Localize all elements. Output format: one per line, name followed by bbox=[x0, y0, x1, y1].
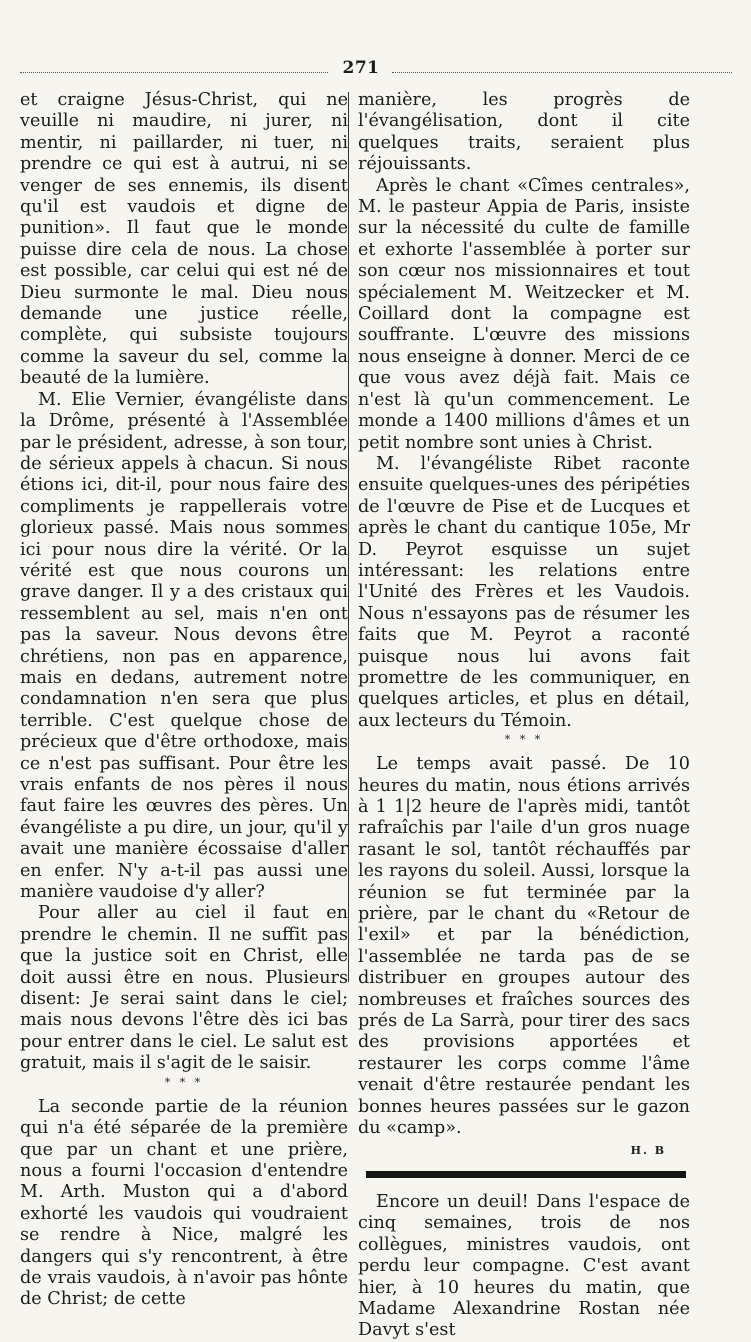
header-rule-right bbox=[392, 72, 732, 73]
paragraph: manière, les progrès de l'évangélisation, dont il cite quelques traits, seraient plus réjouissants. bbox=[358, 90, 690, 175]
paragraph: Après le chant «Cîmes centrales», M. le pasteur Appia de Paris, insiste sur la nécessité du culte de famille et exhorte l'assemblée à porter sur son cœur nos missionnaires et tout spécialement M. Weitzecker et M. Coillard dont la compagne est souffrante. L'œuvre des missions nous enseigne à donner. Merci de ce que vous avez déjà fait. Mais ce n'est là qu'un commencement. Le monde a 1400 millions d'âmes et un petit nombre sont unies à Christ. bbox=[358, 175, 690, 453]
signoff-line bbox=[358, 1140, 690, 1161]
header-rule-left bbox=[20, 72, 328, 73]
paragraph: La seconde partie de la réunion qui n'a été séparée de la première que par un chant et une prière, nous a fourni l'occasion d'entendre M. Arth. Muston qui a d'abord exhorté les vaudois qui voudraient se rendre à Nice, malgré les dangers qui s'y rencontrent, à être de vrais vaudois, à n'avoir pas hônte de Christ; de cette bbox=[20, 1096, 348, 1310]
left-column bbox=[20, 90, 348, 1311]
section-separator: * * * bbox=[504, 733, 544, 747]
paragraph: M. l'évangéliste Ribet raconte ensuite quelques-unes des péripéties de l'œuvre de Pise et de Lucques et après le chant du cantique 105e, Mr D. Peyrot esquisse un sujet intéressant: les relations entre l'Unité des Frères et les Vaudois. Nous n'essayons pas de résumer les faits que M. Peyrot a raconté puisque nous lui avons fait promettre de les communiquer, en quelques articles, et plus en détail, aux lecteurs du Témoin. bbox=[358, 453, 690, 731]
paragraph: Le temps avait passé. De 10 heures du matin, nous étions arrivés à 1 1|2 heure de l'après midi, tantôt rafraîchis par l'aile d'un gros nuage rasant le sol, tantôt réchauffés par les rayons du soleil. Aussi, lorsque la réunion se fut terminée par la prière, par le chant du «Retour de l'exil» et par la bénédiction, l'assemblée ne tarda pas de se distribuer en groupes autour des nombreuses et fraîches sources des prés de La Sarrà, pour tirer des sacs des provisions apportées et restaurer les corps comme l'âme venait d'être restaurée pendant les bonnes heures passées sur le gazon du «camp». bbox=[358, 754, 690, 1139]
page-number: 271 bbox=[342, 58, 380, 78]
paragraph: Pour aller au ciel il faut en prendre le chemin. Il ne suffit pas que la justice soit en Christ, elle doit aussi être en nous. Plusieurs disent: Je serai saint dans le ciel; mais nous devons l'être dès ici bas pour entrer dans le ciel. Le salut est gratuit, mais il s'agit de le saisir. bbox=[20, 903, 348, 1074]
column-divider bbox=[348, 92, 349, 982]
section-rule bbox=[366, 1171, 686, 1178]
right-column bbox=[358, 90, 690, 1342]
paragraph: M. Elie Vernier, évangéliste dans la Drôme, présenté à l'Assemblée par le président, adresse, à son tour, de sérieux appels à chacun. Si nous étions ici, dit-il, pour nous faire des compliments je rappellerais votre glorieux passé. Mais nous sommes ici pour nous dire la vérité. Or la vérité est que nous courons un grave danger. Il y a des cristaux qui ressemblent au sel, mais n'en ont pas la saveur. Nous devons être chrétiens, non pas en apparence, mais en dedans, autrement notre condamnation n'en sera que plus terrible. C'est quelque chose de précieux que d'être orthodoxe, mais ce n'est pas suffisant. Pour être les vrais enfants de nos pères il nous faut faire les œuvres des pères. Un évangéliste a pu dire, un jour, qu'il y avait une manière écossaise d'aller en enfer. N'y a-t-il pas aussi une manière vaudoise d'y aller? bbox=[20, 389, 348, 903]
paragraph: Encore un deuil! Dans l'espace de cinq semaines, trois de nos collègues, ministres vaudois, ont perdu leur compagne. C'est avant hier, à 10 heures du matin, que Madame Alexandrine Rostan née Davyt s'est bbox=[358, 1191, 690, 1341]
author-initials: H. B bbox=[630, 1143, 666, 1157]
section-separator: * * * bbox=[164, 1075, 204, 1089]
page-header bbox=[20, 58, 732, 84]
paragraph: et craigne Jésus-Christ, qui ne veuille ni maudire, ni jurer, ni mentir, ni paillarder, ni tuer, ni prendre ce qui est à autrui, ni se venger de ses ennemis, ils disent qu'il est vaudois et digne de punition». Il faut que le monde puisse dire cela de nous. La chose est possible, car celui qui est né de Dieu surmonte le mal. Dieu nous demande une justice réelle, complète, qui subsiste toujours comme la saveur du sel, comme la beauté de la lumière. bbox=[20, 90, 348, 389]
